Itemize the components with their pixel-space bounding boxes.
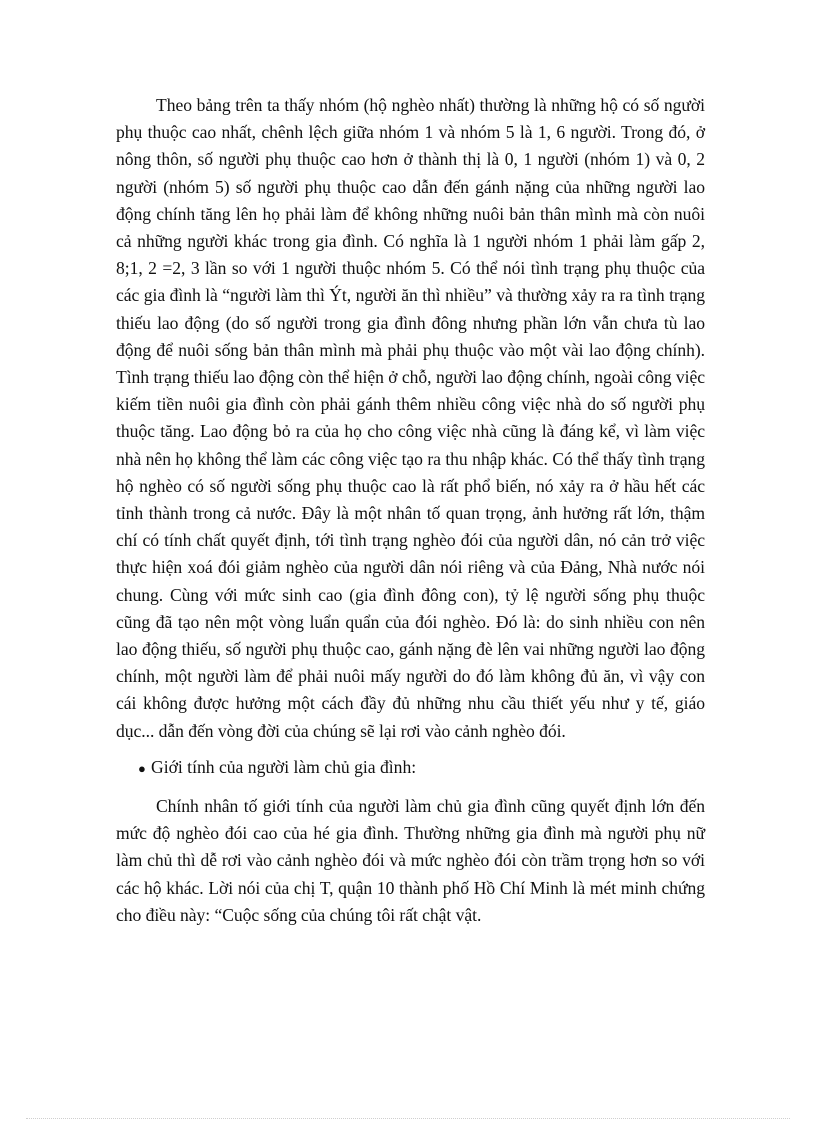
bullet-item-gender-head	[116, 754, 705, 782]
body-paragraph-2: Chính nhân tố giới tính của người làm chủ gia đình cũng quyết định lớn đến mức độ nghèo đói cao của hé gia đình. Thường những gia đình mà người phụ nữ làm chủ thì dễ rơi vào cảnh nghèo đói và mức nghèo đói còn trầm trọng hơn so với các hộ khác. Lời nói của chị T, quận 10 thành phố Hồ Chí Minh là mét minh chứng cho điều này: “Cuộc sống của chúng tôi rất chật vật.	[116, 796, 705, 925]
body-paragraph-1: Theo bảng trên ta thấy nhóm (hộ nghèo nhất) thường là những hộ có số người phụ thuộc cao nhất, chênh lệch giữa nhóm 1 và nhóm 5 là 1, 6 người. Trong đó, ở nông thôn, số người phụ thuộc cao hơn ở thành thị là 0, 1 người (nhóm 1) và 0, 2 người (nhóm 5) số người phụ thuộc cao dẫn đến gánh nặng của những người lao động chính tăng lên họ phải làm để không những nuôi bản thân mình mà còn nuôi cả những người khác trong gia đình. Có nghĩa là 1 người nhóm 1 phải làm gấp 2, 8;1, 2 =2, 3 lần so với 1 người thuộc nhóm 5. Có thể nói tình trạng phụ thuộc của các gia đình là “người làm thì Ýt, người ăn thì nhiều” và thường xảy ra ra tình trạng thiếu lao động (do số người trong gia đình đông nhưng phần lớn vẫn chưa tù lao động để nuôi sống bản thân mình mà phải phụ thuộc vào một vài lao động chính). Tình trạng thiếu lao động còn thể hiện ở chỗ, người lao động chính, ngoài công việc kiếm tiền nuôi gia đình còn phải gánh thêm nhiều công việc nhà do số người phụ thuộc tăng. Lao động bỏ ra của họ cho công việc nhà cũng là đáng kể, vì làm việc nhà nên họ không thể làm các công việc tạo ra thu nhập khác. Có thể thấy tình trạng hộ nghèo có số người sống phụ thuộc cao là rất phổ biến, nó xảy ra ở hầu hết các tỉnh thành trong cả nước. Đây là một nhân tố quan trọng, ảnh hưởng rất lớn, thậm chí có tính chất quyết định, tới tình trạng nghèo đói của người dân, nó cản trở việc thực hiện xoá đói giảm nghèo của người dân nói riêng và của Đảng, Nhà nước nói chung. Cùng với mức sinh cao (gia đình đông con), tỷ lệ người sống phụ thuộc cũng đã tạo nên một vòng luẩn quẩn của đói nghèo. Đó là: do sinh nhiều con nên lao động thiếu, số người phụ thuộc cao, gánh nặng đè lên vai những người lao động chính, một người làm để phải nuôi mấy người do đó làm không đủ ăn, vì vậy con cái không được hưởng một cách đầy đủ những nhu cầu thiết yếu như y tế, giáo dục... dẫn đến vòng đời của chúng sẽ lại rơi vào cảnh nghèo đói.	[116, 95, 705, 741]
page-bottom-divider	[26, 1118, 790, 1119]
document-page	[116, 92, 705, 929]
bullet-heading: Giới tính của người làm chủ gia đình:	[151, 756, 417, 777]
bullet-icon: ●	[138, 760, 146, 776]
